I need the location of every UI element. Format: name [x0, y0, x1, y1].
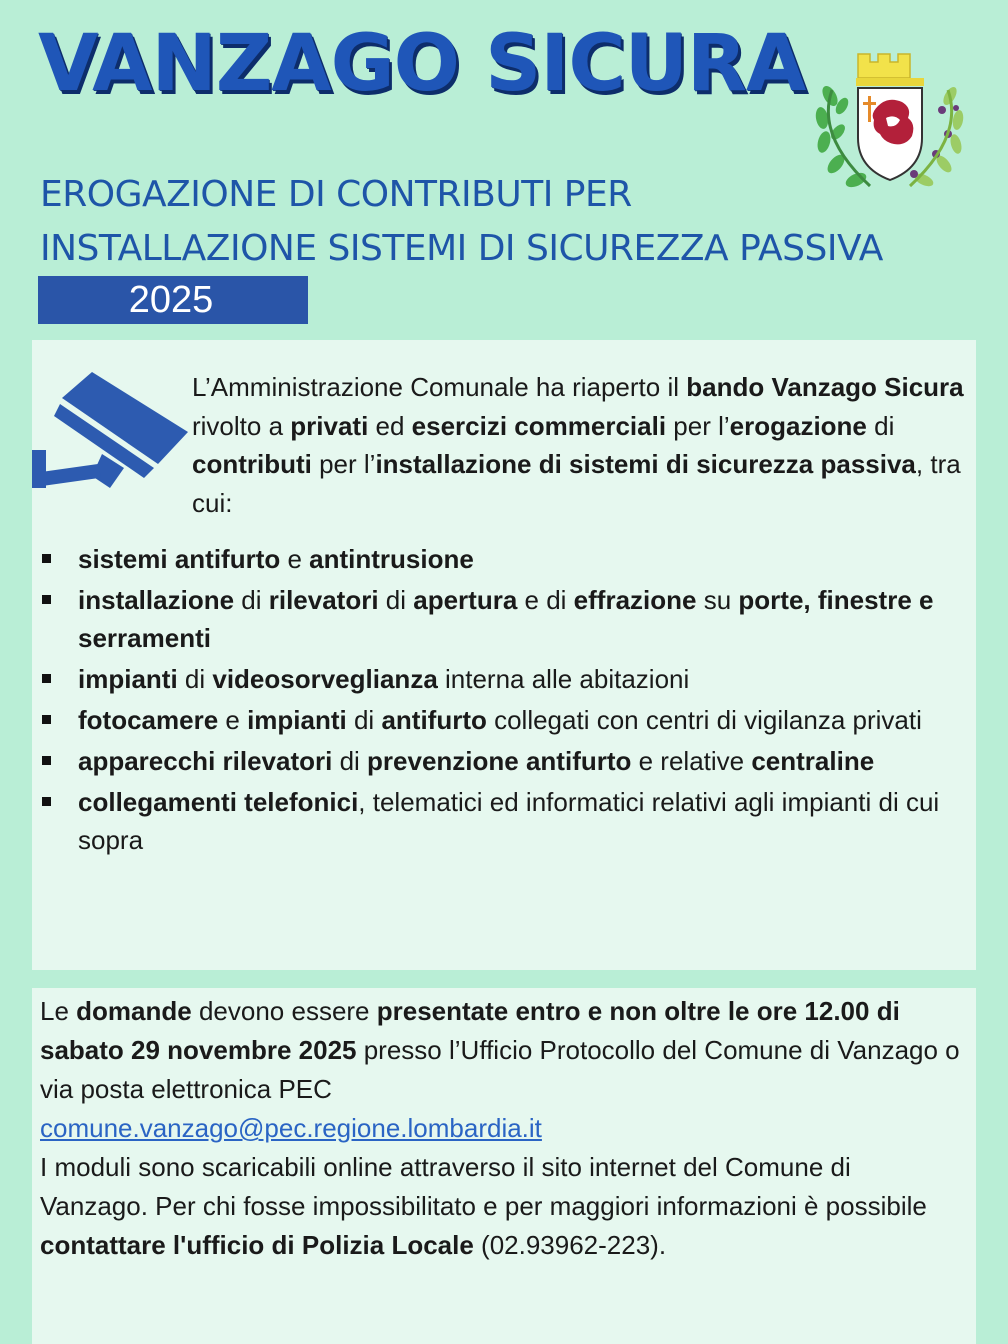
info-bold: contattare l'ufficio di Polizia Locale	[40, 1230, 474, 1260]
item-bold: impianti	[78, 664, 178, 694]
intro-bold: contributi	[192, 449, 312, 479]
item-bold: antintrusione	[309, 544, 474, 574]
info-text-span: presso l’Ufficio Protocollo del Comune di Vanzago o via posta elettronica PEC	[40, 1035, 960, 1104]
page-title: VANZAGO SICURA	[38, 19, 806, 109]
intro-text: L’Amministrazione Comunale ha riaperto il	[192, 372, 687, 402]
item-bold: centraline	[751, 746, 875, 776]
info-text-span: (02.93962-223).	[473, 1230, 667, 1260]
bullet-square-icon	[42, 674, 51, 683]
intro-text: di	[866, 410, 895, 441]
intro-bold: privati	[290, 410, 369, 441]
intro-bold: bando Vanzago Sicura	[686, 372, 964, 402]
domande-panel	[32, 988, 976, 1344]
subtitle-line-2: INSTALLAZIONE SISTEMI DI SICUREZZA PASSIVA	[40, 228, 883, 269]
security-camera-icon	[32, 358, 192, 488]
item-bold: rilevatori	[268, 585, 379, 615]
item-bold: installazione	[78, 585, 235, 615]
bullet-square-icon	[42, 797, 51, 806]
intro-text: , tra cui:	[192, 449, 961, 518]
subtitle-line-1: EROGAZIONE DI CONTRIBUTI PER	[40, 174, 632, 215]
item-text: su	[696, 585, 739, 615]
intro-text: rivolto a	[192, 410, 291, 441]
bullet-square-icon	[42, 554, 51, 563]
intro-bold: erogazione	[729, 410, 867, 441]
list-item	[32, 540, 972, 578]
info-text	[40, 992, 960, 1265]
subtitle	[40, 168, 883, 276]
bullet-square-icon	[42, 715, 51, 724]
info-text-span: Le	[40, 996, 77, 1026]
item-text: e di	[517, 585, 574, 615]
list-item	[32, 783, 972, 859]
info-text-span: I moduli sono scaricabili online attraverso il sito internet del Comune di Vanzago. Per chi fosse impossibilitato e per maggiori informazioni è possibile	[40, 1152, 927, 1221]
item-bold: apertura	[413, 585, 518, 615]
info-text-span: devono essere	[191, 996, 377, 1026]
item-bold: antifurto	[381, 705, 487, 735]
year-badge	[38, 276, 308, 324]
info-bold: domande	[76, 996, 192, 1026]
item-bold: collegamenti telefonici	[78, 787, 359, 817]
intro-bold: esercizi commerciali	[411, 410, 667, 441]
item-text: di	[177, 664, 213, 694]
item-bold: fotocamere	[78, 705, 219, 735]
item-text: interna alle abitazioni	[437, 664, 690, 694]
intro-text: per l’	[311, 449, 376, 479]
item-bold: apparecchi rilevatori	[78, 746, 333, 776]
item-text: di	[332, 746, 368, 776]
item-text: e	[218, 705, 248, 735]
list-item	[32, 742, 972, 780]
item-text: di	[346, 705, 382, 735]
bullet-list	[32, 540, 972, 862]
item-text: e relative	[631, 746, 752, 776]
item-text: di	[378, 585, 414, 615]
item-bold: videosorveglianza	[212, 664, 438, 694]
item-bold: prevenzione antifurto	[367, 746, 632, 776]
item-bold: impianti	[247, 705, 347, 735]
item-bold: porte, finestre e serramenti	[78, 585, 934, 653]
intro-paragraph	[192, 368, 972, 522]
list-item	[32, 581, 972, 657]
list-item	[32, 660, 972, 698]
list-item	[32, 701, 972, 739]
item-text: di	[234, 585, 269, 615]
intro-bold: installazione di sistemi di sicurezza passiva	[375, 449, 916, 479]
contact-paragraph	[40, 1148, 960, 1265]
item-bold: sistemi antifurto	[78, 544, 281, 574]
bullet-square-icon	[42, 595, 51, 604]
contributi-panel	[32, 340, 976, 970]
bullet-square-icon	[42, 756, 51, 765]
pec-email-link[interactable]: comune.vanzago@pec.regione.lombardia.it	[40, 1113, 542, 1143]
item-text: e	[280, 544, 310, 574]
item-bold: effrazione	[573, 585, 697, 615]
item-text: , telematici ed informatici relativi agli impianti di cui sopra	[78, 787, 940, 855]
info-bold: presentate entro e non oltre le ore 12.00 di sabato 29 novembre 2025	[40, 996, 900, 1065]
intro-text: per l’	[666, 410, 730, 441]
intro-text: ed	[368, 410, 412, 441]
year-text: 2025	[128, 278, 214, 321]
item-text: collegati con centri di vigilanza privati	[486, 705, 922, 735]
deadline-paragraph	[40, 992, 960, 1148]
